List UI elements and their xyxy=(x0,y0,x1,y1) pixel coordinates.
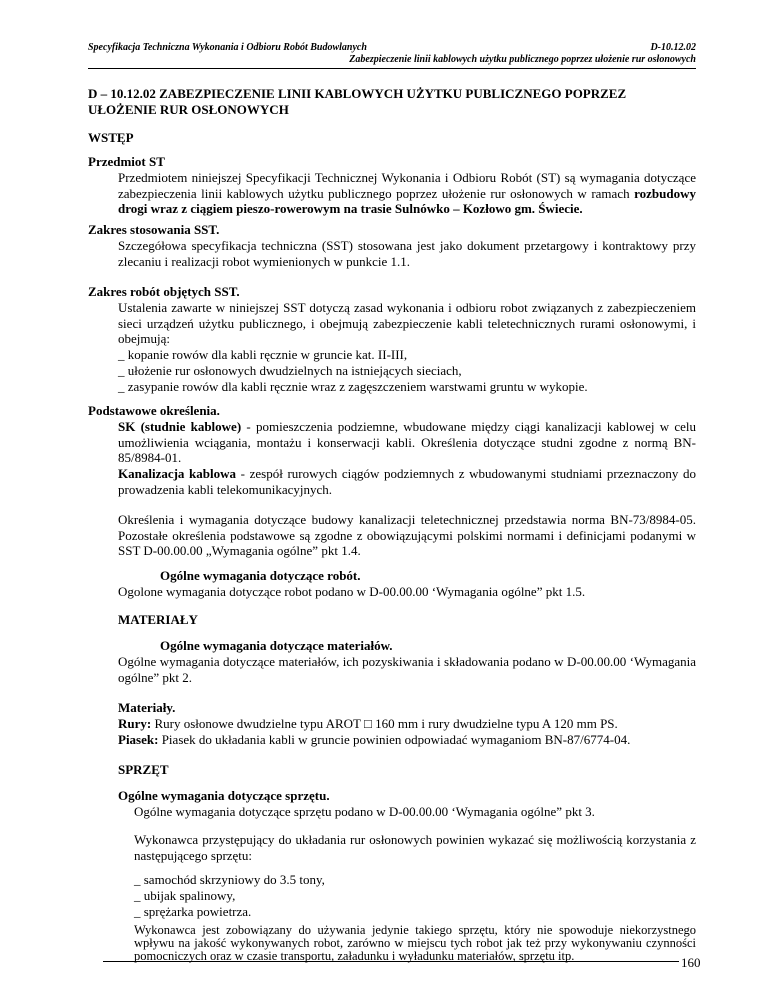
paragraph-sprzet-intro: Wykonawca przystępujący do układania rur osłonowych powinien wykazać się możliwością korzystania z następującego sprzętu: xyxy=(134,832,696,863)
list-item: _ samochód skrzyniowy do 3.5 tony, xyxy=(134,872,325,887)
page-number: 160 xyxy=(681,955,701,970)
heading-przedmiot: Przedmiot ST xyxy=(88,154,165,169)
header-rule xyxy=(88,68,696,69)
list-item: _ zasypanie rowów dla kabli ręcznie wraz z zagęszczeniem warstwami gruntu w wykopie. xyxy=(118,379,588,394)
list-item: _ kopanie rowów dla kabli ręcznie w gruncie kat. II-III, xyxy=(118,347,408,362)
footer-rule xyxy=(103,961,679,962)
paragraph-zakres-robot: Ustalenia zawarte w niniejszej SST dotyczą zasad wykonania i odbioru robot związanych z zabezpieczeniem sieci urządzeń użytku publicznego, i obejmują zabezpieczenie kabli teletechnicznych rurami osłonowymi, i obejmują: xyxy=(118,300,696,347)
przedmiot-bold: rozbudowy drogi wraz z ciągiem pieszo-rowerowym na trasie Sulnówko – Kozłowo gm. Świecie. xyxy=(118,185,697,217)
paragraph-kk-definition xyxy=(118,466,696,497)
heading-materialy-list: Materiały. xyxy=(118,700,176,715)
paragraph-ogolne-sprzetu: Ogólne wymagania dotyczące sprzętu podano w D-00.00.00 ‘Wymagania ogólne” pkt 3. xyxy=(134,804,595,819)
paragraph-ogolne-materialow: Ogólne wymagania dotyczące materiałów, ich pozyskiwania i składowania podano w D-00.00.00 ‘Wymagania ogólne” pkt 2. xyxy=(118,654,696,685)
header-title: Specyfikacja Techniczna Wykonania i Odbioru Robót Budowlanych xyxy=(88,42,367,53)
text-piasek: Piasek do układania kabli w gruncie powinien odpowiadać wymaganiom BN-87/6774-04. xyxy=(158,732,631,747)
term-rury: Rury: xyxy=(118,716,152,731)
document-title-line1: D – 10.12.02 ZABEZPIECZENIE LINII KABLOWYCH UŻYTKU PUBLICZNEGO POPRZEZ xyxy=(88,86,627,101)
term-sk: SK (studnie kablowe) xyxy=(118,419,242,434)
text-rury: Rury osłonowe dwudzielne typu AROT □ 160 mm i rury dwudzielne typu A 120 mm PS. xyxy=(151,716,618,731)
section-heading-wstep: WSTĘP xyxy=(88,130,134,145)
document-title-line2: UŁOŻENIE RUR OSŁONOWYCH xyxy=(88,102,289,117)
przedmiot-text: Przedmiotem niniejszej Specyfikacji Technicznej Wykonania i Odbioru Robót (ST) są wymagania dotyczące zabezpieczenia linii kablowych użytku publicznego poprzez ułożenie rur osłonowych w ramach xyxy=(118,170,696,201)
materialy-rury xyxy=(118,716,618,731)
paragraph-ogolne-robot: Ogolone wymagania dotyczące robot podano w D-00.00.00 ‘Wymagania ogólne” pkt 1.5. xyxy=(118,584,586,599)
definition-kanalizacja: - zespół rurowych ciągów podziemnych z wbudowanymi studniami przeznaczony do prowadzenia kabli telekomunikacyjnych. xyxy=(118,466,696,497)
paragraph-sk-definition xyxy=(118,419,696,466)
heading-ogolne-materialow: Ogólne wymagania dotyczące materiałów. xyxy=(160,638,393,653)
materialy-piasek xyxy=(118,732,630,747)
section-heading-sprzet: SPRZĘT xyxy=(118,762,169,777)
heading-ogolne-robot: Ogólne wymagania dotyczące robót. xyxy=(160,568,361,583)
paragraph-przedmiot xyxy=(118,170,696,217)
heading-okreslenia: Podstawowe określenia. xyxy=(88,403,220,418)
heading-ogolne-sprzetu: Ogólne wymagania dotyczące sprzętu. xyxy=(118,788,330,803)
paragraph-okreslenia-norms: Określenia i wymagania dotyczące budowy kanalizacji teletechnicznej przedstawia norma BN-73/8984-05. Pozostałe określenia podstawowe są zgodne z obowiązującymi polskimi normami i definicjami podanymi w SST D-00.00.00 „Wymagania ogólne” pkt 1.4. xyxy=(118,512,696,559)
list-item: _ ubijak spalinowy, xyxy=(134,888,236,903)
running-header xyxy=(88,42,696,54)
list-item: _ sprężarka powietrza. xyxy=(134,904,252,919)
term-kanalizacja: Kanalizacja kablowa xyxy=(118,466,237,481)
definition-sk: - pomieszczenia podziemne, wbudowane między ciągi kanalizacji kablowej w celu umożliwienia wciągania, montażu i konserwacji kabli. Określenia dotyczące studni zgodne z normą BN-85/8984-01. xyxy=(118,419,696,466)
paragraph-zakres-stosowania: Szczegółowa specyfikacja techniczna (SST) stosowana jest jako dokument przetargowy i kontraktowy przy zlecaniu i realizacji robot wymienionych w punkcie 1.1. xyxy=(118,238,696,269)
heading-zakres-stosowania: Zakres stosowania SST. xyxy=(88,222,220,237)
term-piasek: Piasek: xyxy=(118,732,159,747)
header-subtitle: Zabezpieczenie linii kablowych użytku publicznego poprzez ułożenie rur osłonowych xyxy=(349,54,696,65)
section-heading-materialy: MATERIAŁY xyxy=(118,612,198,627)
list-item: _ ułożenie rur osłonowych dwudzielnych na istniejących sieciach, xyxy=(118,363,462,378)
header-code: D-10.12.02 xyxy=(650,42,696,53)
paragraph-sprzet-obligation: Wykonawca jest zobowiązany do używania jedynie takiego sprzętu, który nie spowoduje niekorzystnego wpływu na jakość wykonywanych robot, zarówno w miejscu tych robot jak też przy wykonywaniu czynności pomocniczych oraz w czasie transportu, załadunku i wyładunku materiałów, sprzętu itp. xyxy=(134,923,696,963)
heading-zakres-robot: Zakres robót objętych SST. xyxy=(88,284,240,299)
